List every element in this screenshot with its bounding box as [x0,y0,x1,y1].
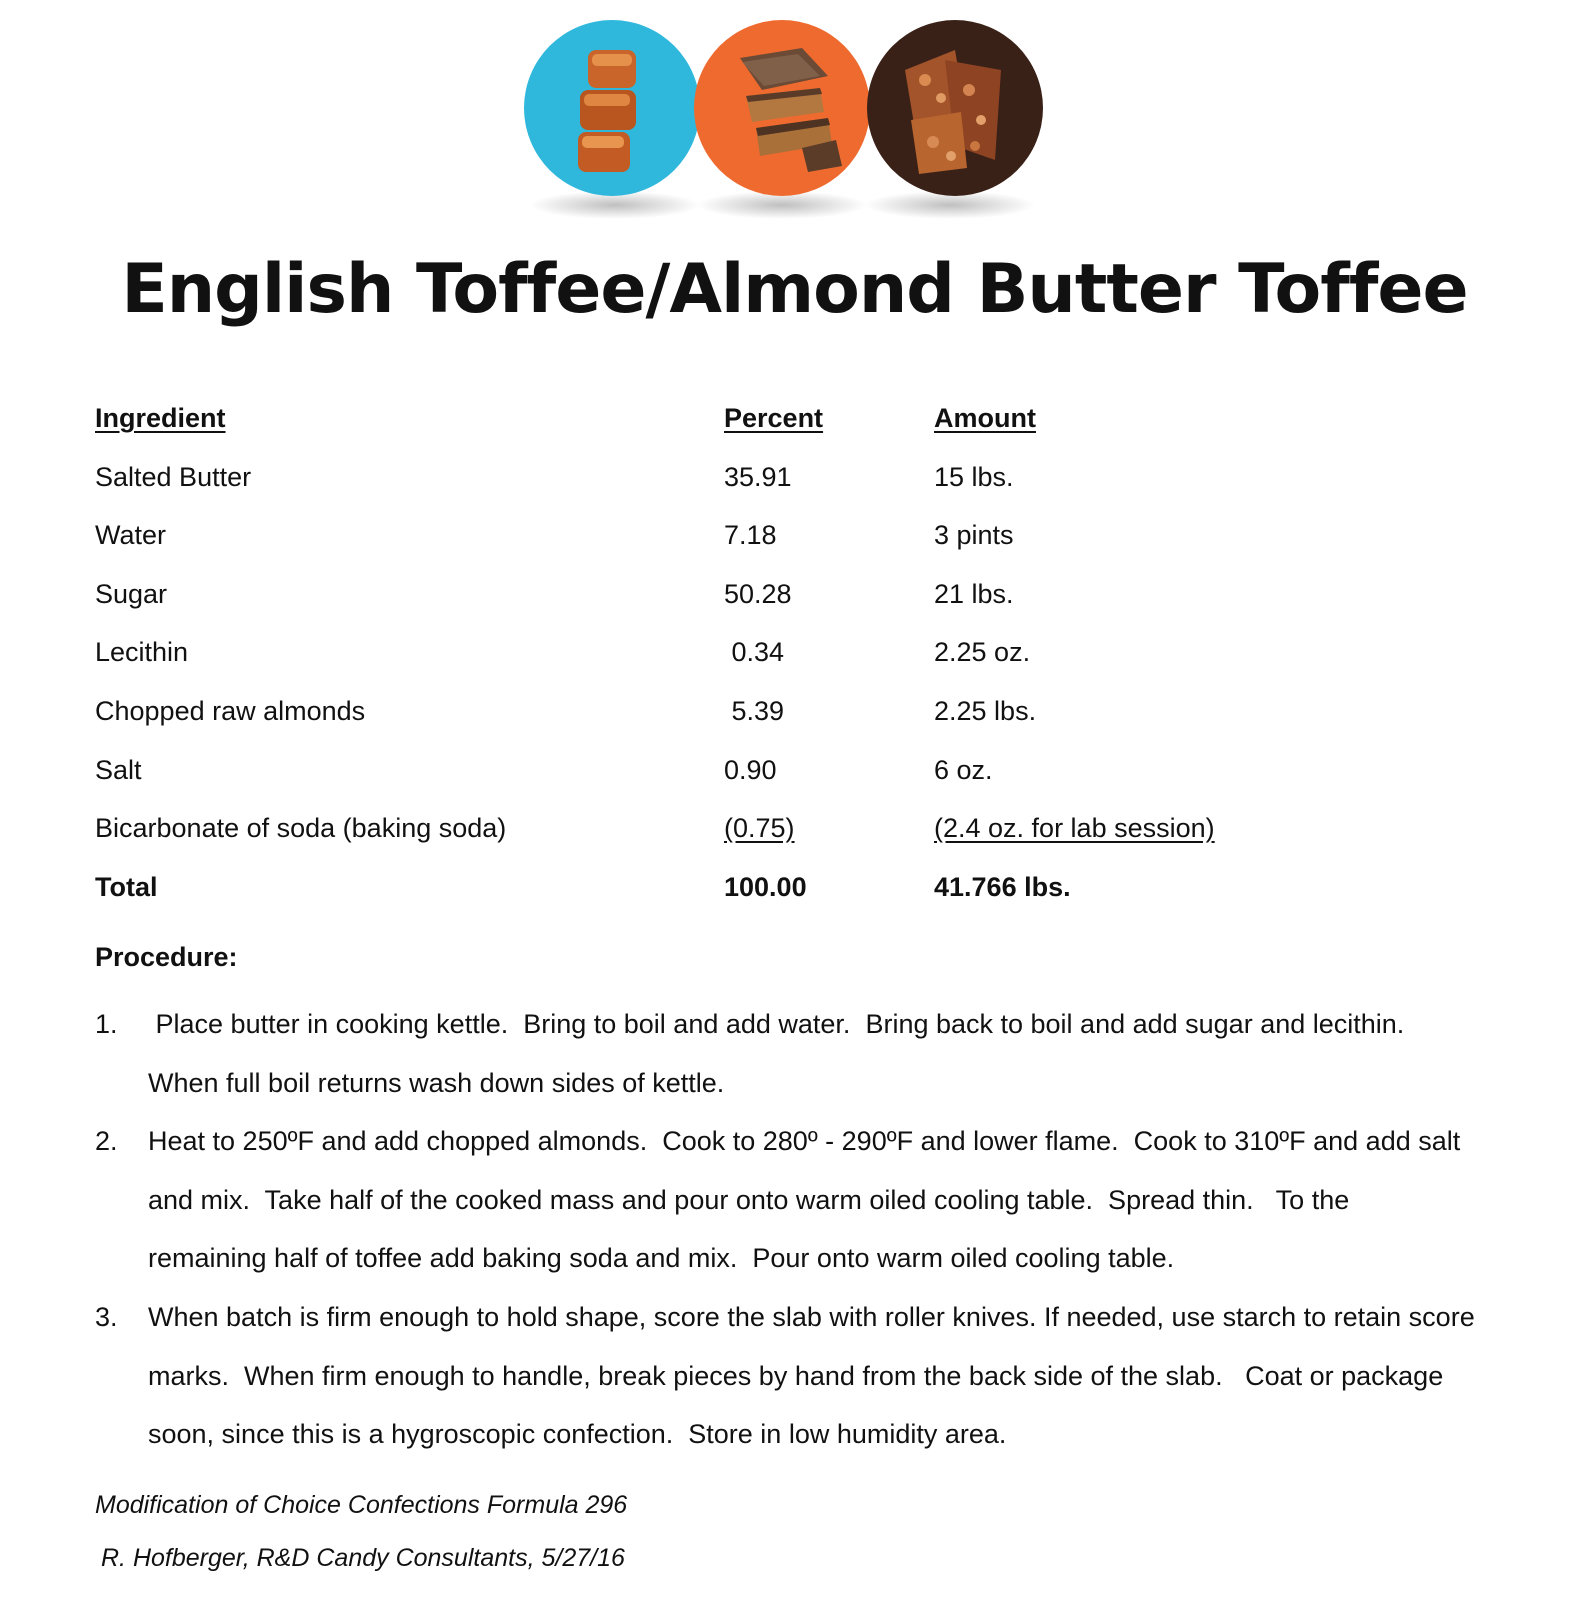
procedure-steps [95,995,1483,1464]
step-text: Heat to 250ºF and add chopped almonds. Cook to 280º - 290ºF and lower flame. Cook to 310ºF and add salt and mix. Take half of the cooked mass and pour onto warm oiled cooling table. Spread thin. To the remaining half of toffee add baking soda and mix. Pour onto warm oiled cooling table. [148,1126,1468,1274]
table-row [95,515,1355,574]
footer-source-note: Modification of Choice Confections Formula 296 [95,1491,628,1519]
ingredient-percent: 50.28 [724,578,792,609]
table-row [95,750,1355,809]
total-label: Total [95,871,158,902]
ingredient-name: Salted Butter [95,461,252,492]
page-title: English Toffee/Almond Butter Toffee [121,250,1468,329]
ingredient-amount: 3 pints [934,520,1014,551]
ingredient-amount: 2.25 oz. [934,637,1031,668]
ingredient-name: Salt [95,754,142,785]
table-row [95,574,1355,633]
list-item [95,995,1475,1112]
nut-brittle-icon [867,20,1043,196]
header-candy-images [520,10,1060,230]
table-row [95,691,1355,750]
toffee-slabs-icon [694,20,870,196]
list-item [95,1112,1475,1288]
table-row [95,457,1355,516]
step-text: When batch is firm enough to hold shape, score the slab with roller knives. If needed, use starch to retain score marks. When firm enough to handle, break pieces by hand from the back side of the slab. Coat or package soon, since this is a hygroscopic confection. Store in low humidity area. [148,1301,1483,1450]
ingredient-name: Sugar [95,578,168,609]
ingredient-name: Chopped raw almonds [95,695,366,726]
ingredient-name: Water [95,520,167,551]
step-number: 2. [95,1126,118,1157]
ingredient-amount: (2.4 oz. for lab session) [934,813,1215,844]
step-number: 1. [95,1009,118,1039]
table-total-row [95,867,1355,926]
table-header-row [95,398,1355,457]
header-ingredient: Ingredient [95,403,226,433]
total-percent: 100.00 [724,871,807,902]
list-item [95,1288,1483,1464]
step-text: Place butter in cooking kettle. Bring to boil and add water. Bring back to boil and add sugar and lecithin. When full boil returns wash down sides of kettle. [148,1009,1420,1098]
ingredient-percent: (0.75) [724,813,795,844]
footer-credit: R. Hofberger, R&D Candy Consultants, 5/27/16 [101,1544,625,1572]
ingredient-name: Bicarbonate of soda (baking soda) [95,813,507,844]
header-amount: Amount [934,403,1036,433]
header-percent: Percent [724,403,824,433]
ingredient-percent: 5.39 [724,695,785,726]
ingredient-percent: 7.18 [724,520,777,551]
ingredient-amount: 15 lbs. [934,461,1014,492]
table-row [95,808,1355,867]
ingredient-table [95,398,1355,925]
ingredient-percent: 35.91 [724,461,792,492]
ingredient-percent: 0.34 [724,637,785,668]
ingredient-amount: 6 oz. [934,754,993,785]
total-amount: 41.766 lbs. [934,871,1071,902]
procedure-heading: Procedure: [95,942,238,972]
ingredient-amount: 21 lbs. [934,578,1014,609]
ingredient-percent: 0.90 [724,754,777,785]
caramel-cubes-icon [524,20,700,196]
step-number: 3. [95,1301,118,1332]
table-row [95,632,1355,691]
ingredient-amount: 2.25 lbs. [934,695,1037,726]
ingredient-name: Lecithin [95,637,189,668]
